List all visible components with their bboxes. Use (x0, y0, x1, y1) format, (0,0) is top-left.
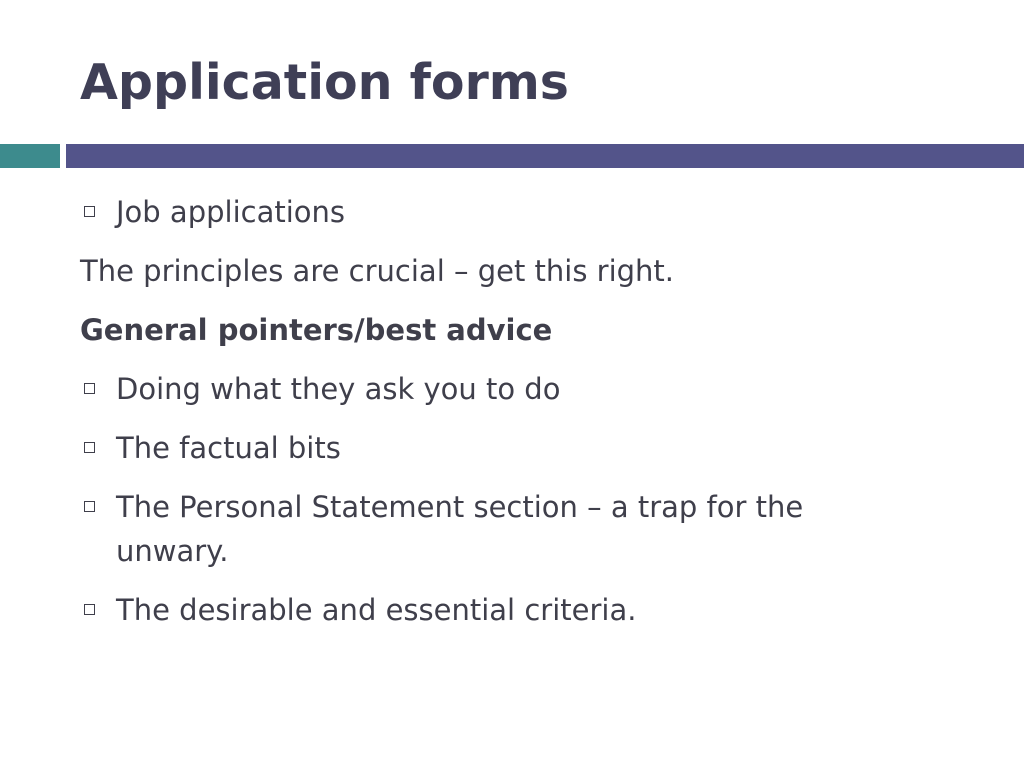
square-outline-icon (84, 442, 95, 453)
slide-body (80, 190, 980, 632)
bullet-item-factual-bits (80, 426, 980, 470)
square-outline-icon (84, 604, 95, 615)
principles-text: The principles are crucial – get this right. (80, 254, 675, 288)
square-outline-icon (84, 383, 95, 394)
bullet-text: The factual bits (116, 431, 341, 465)
bullet-text: The Personal Statement section – a trap for the unwary. (116, 490, 804, 568)
section-heading: General pointers/best advice (80, 313, 553, 347)
bullet-item-personal-statement (80, 485, 916, 573)
bullet-item-job-applications (80, 190, 980, 234)
accent-bar (0, 144, 60, 168)
bullet-text: Job applications (116, 195, 345, 229)
bullet-text: The desirable and essential criteria. (116, 593, 637, 627)
bullet-item-doing-what-they-ask (80, 367, 980, 411)
slide-title: Application forms (80, 54, 569, 111)
square-outline-icon (84, 206, 95, 217)
bullet-item-criteria (80, 588, 980, 632)
square-outline-icon (84, 501, 95, 512)
title-divider-bar (66, 144, 1024, 168)
bullet-text: Doing what they ask you to do (116, 372, 561, 406)
